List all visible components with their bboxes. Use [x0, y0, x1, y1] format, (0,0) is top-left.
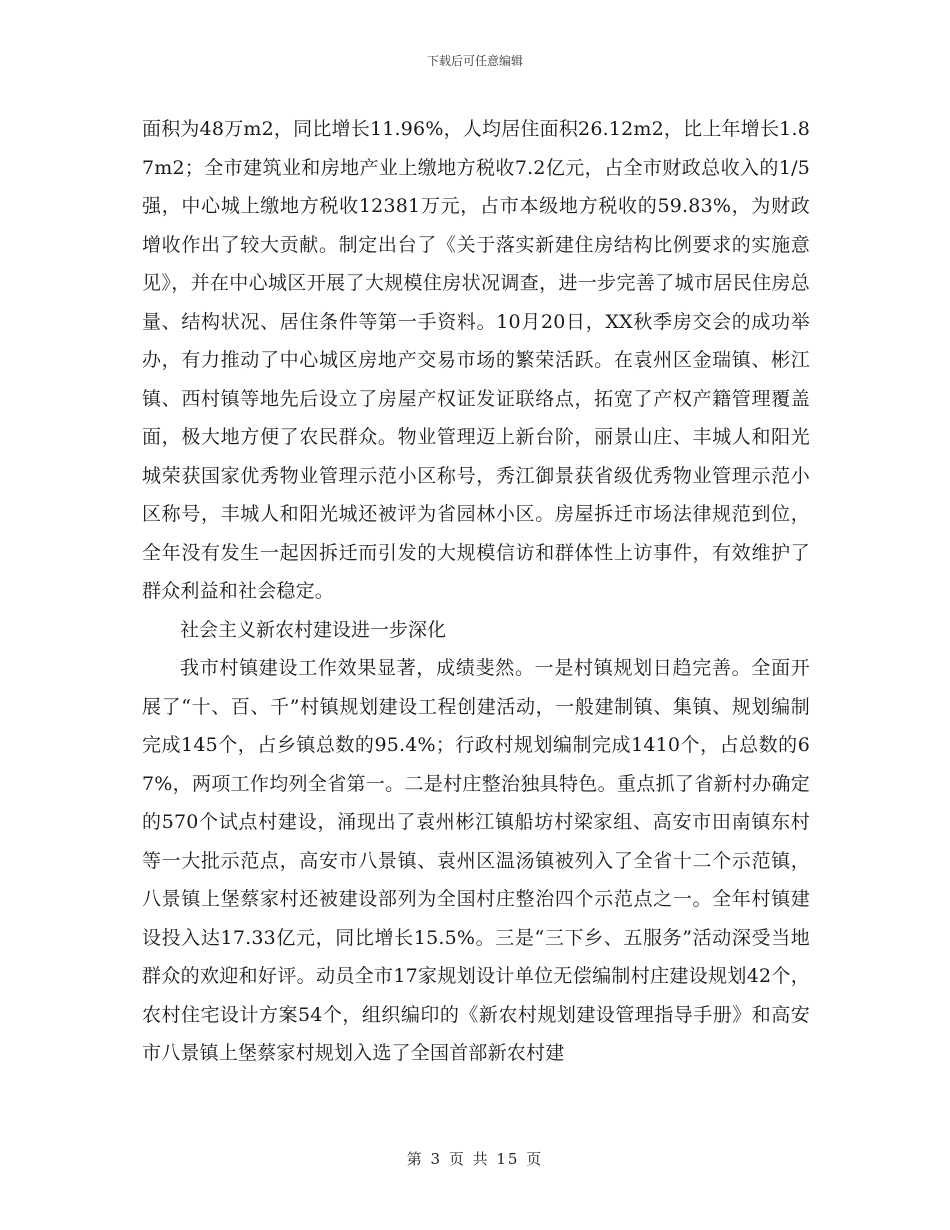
section-heading: 社会主义新农村建设进一步深化	[180, 618, 447, 641]
body-paragraph-2: 我市村镇建设工作效果显著，成绩斐然。一是村镇规划日趋完善。全面开展了“十、百、千”村镇规划建设工程创建活动，一般建制镇、集镇、规划编制完成145个，占乡镇总数的95.4%；行政村规划编制完成1410个，占总数的67%，两项工作均列全省第一。二是村庄整治独具特色。重点抓了省新村办确定的570个试点村建设，涌现出了袁州彬江镇船坊村梁家组、高安市田南镇东村等一大批示范点，高安市八景镇、袁州区温汤镇被列入了全省十二个示范镇，八景镇上堡蔡家村还被建设部列为全国村庄整治四个示范点之一。全年村镇建设投入达17.33亿元，同比增长15.5%。三是“三下乡、五服务”活动深受当地群众的欢迎和好评。动员全市17家规划设计单位无偿编制村庄建设规划42个，农村住宅设计方案54个，组织编印的《新农村规划建设管理指导手册》和高安市八景镇上堡蔡家村规划入选了全国首部新农村建	[142, 657, 810, 1064]
page-number-footer: 第 3 页 共 15 页	[406, 1150, 544, 1168]
page-header: 下载后可任意编辑	[426, 54, 523, 68]
document-body	[142, 110, 810, 1073]
body-paragraph-1: 面积为48万m2，同比增长11.96%，人均居住面积26.12m2，比上年增长1.87m2；全市建筑业和房地产业上缴地方税收7.2亿元，占全市财政总收入的1/5强，中心城上缴地方税收12381万元，占市本级地方税收的59.83%，为财政增收作出了较大贡献。制定出台了《关于落实新建住房结构比例要求的实施意见》，并在中心城区开展了大规模住房状况调查，进一步完善了城市居民住房总量、结构状况、居住条件等第一手资料。10月20日，XX秋季房交会的成功举办，有力推动了中心城区房地产交易市场的繁荣活跃。在袁州区金瑞镇、彬江镇、西村镇等地先后设立了房屋产权证发证联络点，拓宽了产权产籍管理覆盖面，极大地方便了农民群众。物业管理迈上新台阶，丽景山庄、丰城人和阳光城荣获国家优秀物业管理示范小区称号，秀江御景获省级优秀物业管理示范小区称号，丰城人和阳光城还被评为省园林小区。房屋拆迁市场法律规范到位，全年没有发生一起因拆迁而引发的大规模信访和群体性上访事件，有效维护了群众利益和社会稳定。	[142, 118, 810, 602]
